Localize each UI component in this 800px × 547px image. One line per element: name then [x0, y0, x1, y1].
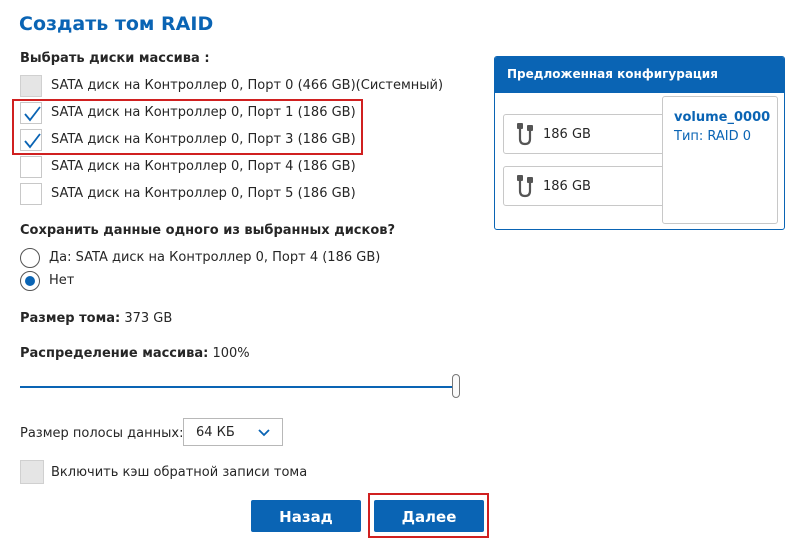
disk-checkbox-row[interactable] — [20, 156, 360, 182]
disk-checkbox-row — [20, 75, 450, 101]
volume-size-value: 373 GB — [124, 311, 173, 326]
disk-label: SATA диск на Контроллер 0, Порт 3 (186 GB) — [51, 132, 356, 147]
allocation — [20, 346, 250, 361]
disk-label: SATA диск на Контроллер 0, Порт 4 (186 GB) — [51, 159, 356, 174]
selected-disks-highlight — [12, 99, 363, 155]
volume-name: volume_0000 — [674, 110, 771, 125]
strip-size-label: Размер полосы данных: — [20, 426, 184, 441]
write-cache-checkbox — [20, 460, 44, 484]
panel-header — [495, 57, 784, 93]
chevron-down-icon — [258, 429, 270, 437]
config-disk-card — [503, 166, 665, 206]
disk-checkbox[interactable] — [20, 156, 42, 178]
sata-cable-icon — [513, 175, 537, 199]
config-disk-size: 186 GB — [543, 179, 591, 194]
page-title: Создать том RAID — [19, 13, 214, 35]
strip-size-select[interactable] — [183, 418, 283, 446]
keep-data-yes-radio[interactable] — [20, 248, 40, 268]
next-button-highlight — [368, 493, 489, 538]
allocation-label: Распределение массива: — [20, 346, 209, 361]
disk-checkbox-row[interactable] — [20, 183, 360, 209]
disk-label: SATA диск на Контроллер 0, Порт 1 (186 GB) — [51, 105, 356, 120]
volume-size-label: Размер тома: — [20, 311, 121, 326]
write-cache-checkbox-row[interactable] — [20, 460, 310, 484]
disks-section-label: Выбрать диски массива : — [20, 51, 210, 66]
keep-data-question: Сохранить данные одного из выбранных дисков? — [20, 223, 396, 238]
panel-title: Предложенная конфигурация — [507, 67, 718, 81]
back-button[interactable]: Назад — [251, 500, 361, 532]
volume-type: Тип: RAID 0 — [674, 129, 752, 144]
keep-data-no-radio[interactable] — [20, 271, 40, 291]
disk-label: SATA диск на Контроллер 0, Порт 0 (466 GB)(Системный) — [51, 78, 444, 93]
config-disk-size: 186 GB — [543, 127, 591, 142]
strip-size-value: 64 КБ — [196, 425, 235, 440]
radio-label: Нет — [49, 273, 75, 288]
proposed-config-panel — [494, 56, 785, 230]
sata-cable-icon — [513, 123, 537, 147]
volume-size — [20, 311, 172, 326]
disk-checkbox — [20, 75, 42, 97]
disk-checkbox[interactable] — [20, 183, 42, 205]
keep-data-yes-radio-row[interactable] — [20, 248, 380, 270]
write-cache-label: Включить кэш обратной записи тома — [51, 465, 308, 480]
keep-data-no-radio-row[interactable] — [20, 271, 100, 293]
allocation-value: 100% — [212, 346, 250, 361]
radio-label: Да: SATA диск на Контроллер 0, Порт 4 (186 GB) — [49, 250, 381, 265]
config-disk-card — [503, 114, 665, 154]
disk-label: SATA диск на Контроллер 0, Порт 5 (186 GB) — [51, 186, 356, 201]
allocation-slider-track[interactable] — [20, 386, 456, 388]
next-button[interactable]: Далее — [374, 500, 484, 532]
volume-card — [662, 96, 778, 224]
allocation-slider-thumb[interactable] — [452, 374, 460, 398]
